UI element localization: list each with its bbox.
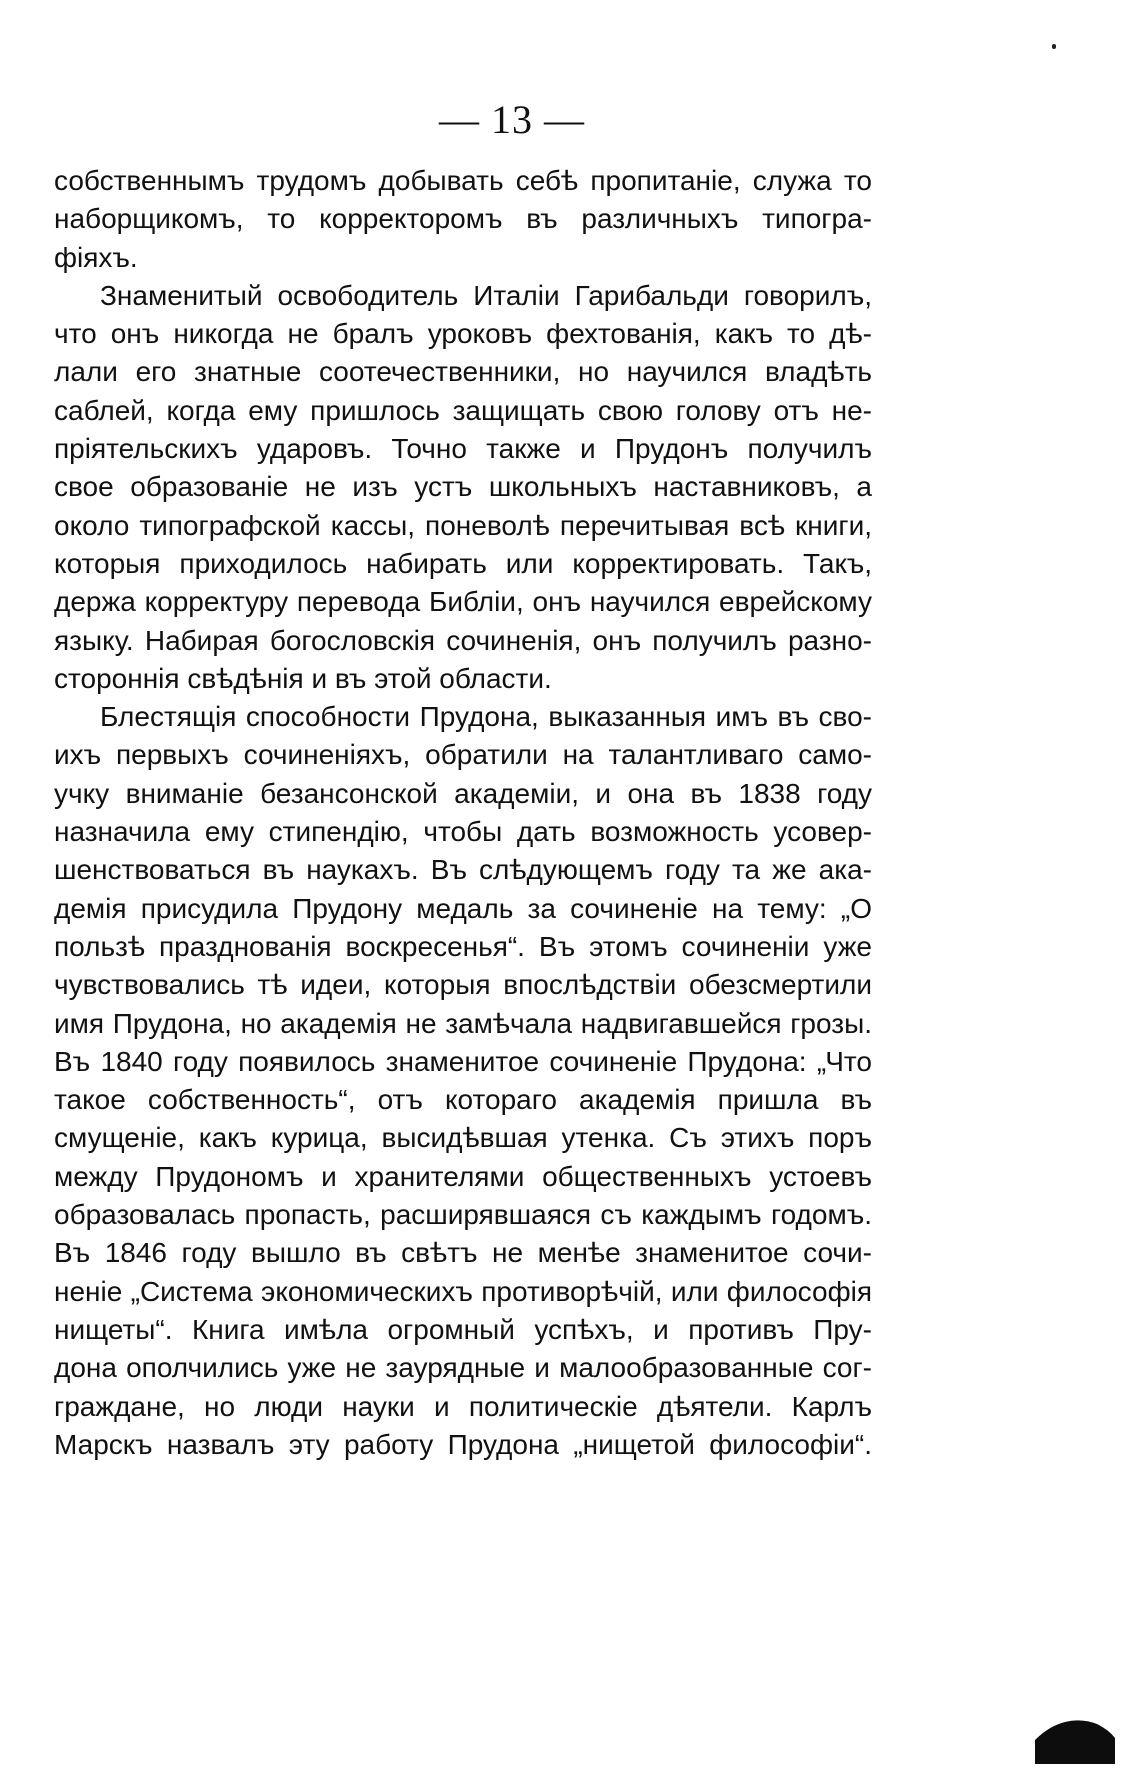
text-line: языку. Набирая богословскія сочиненія, онъ получилъ разно- [54,624,872,656]
text-line: между Прудономъ и хранителями общественныхъ устоевъ [54,1160,872,1192]
text-line: Блестящія способности Прудона, выказанныя имъ въ сво- [100,701,872,733]
text-line: пользѣ празднованія воскресенья“. Въ этомъ сочиненіи уже [54,930,872,962]
text-line: смущеніе, какъ курица, высидѣвшая утенка. Съ этихъ поръ [54,1122,872,1154]
text-line: собственнымъ трудомъ добывать себѣ пропитаніе, служа то [54,165,872,196]
text-line: стороннія свѣдѣнія и въ этой области. [54,662,552,694]
paragraph-3 [54,698,872,1464]
text-line: саблей, когда ему пришлось защищать свою голову отъ не- [54,394,872,426]
text-line: назначила ему стипендію, чтобы дать возможность усовер- [54,816,872,848]
text-line: шенствоваться въ наукахъ. Въ слѣдующемъ году та же ака- [54,854,872,886]
text-line: держа корректуру перевода Библіи, онъ научился еврейскому [54,586,872,618]
text-line: неніе „Система экономическихъ противорѣчій, или философія [54,1275,872,1307]
text-line: что онъ никогда не бралъ уроковъ фехтованія, какъ то дѣ- [54,318,872,350]
text-line: чувствовались тѣ идеи, которыя впослѣдствіи обезсмертили [54,969,872,1001]
text-line: лали его знатные соотечественники, но научился владѣть [54,356,872,388]
text-line: демія присудила Прудону медаль за сочиненіе на тему: „О [54,892,872,924]
text-line: Знаменитый освободитель Италіи Гарибальди говорилъ, [100,279,872,311]
page-number: — 13 — [439,97,585,142]
paragraph-1 [54,162,872,277]
paragraph-2 [54,277,872,698]
text-line: пріятельскихъ ударовъ. Точно также и Прудонъ получилъ [54,433,872,465]
text-line: ихъ первыхъ сочиненіяхъ, обратили на талантливаго само- [54,739,872,771]
text-line: дона ополчились уже не заурядные и малообразованные сог- [54,1352,872,1384]
text-line: Марскъ назвалъ эту работу Прудона „нищетой философіи“. [54,1428,872,1460]
text-line: нищеты“. Книга имѣла огромный успѣхъ, и противъ Пру- [54,1313,872,1345]
print-speck [1052,44,1056,49]
text-line: образовалась пропасть, расширявшаяся съ каждымъ годомъ. [54,1199,872,1231]
text-line: наборщикомъ, то корректоромъ въ различныхъ типогра- [54,203,872,235]
text-line: такое собственность“, отъ котораго академія пришла въ [54,1084,872,1116]
text-line: Въ 1846 году вышло въ свѣтъ не менѣе знаменитое сочи- [54,1237,872,1269]
text-line: около типографской кассы, поневолѣ перечитывая всѣ книги, [54,509,872,541]
text-line: учку вниманіе безансонской академіи, и она въ 1838 году [54,777,872,809]
text-line: имя Прудона, но академія не замѣчала надвигавшейся грозы. [54,1007,872,1039]
text-line: граждане, но люди науки и политическіе дѣятели. Карлъ [54,1390,872,1422]
text-line: которыя приходилось набирать или корректировать. Такъ, [54,547,872,579]
body-text [54,162,872,1464]
text-line: свое образованіе не изъ устъ школьныхъ наставниковъ, а [54,471,872,503]
scan-corner-mark [1035,1704,1115,1764]
text-line: Въ 1840 году появилось знаменитое сочиненіе Прудона: „Что [54,1045,872,1077]
text-line: фіяхъ. [54,241,138,273]
